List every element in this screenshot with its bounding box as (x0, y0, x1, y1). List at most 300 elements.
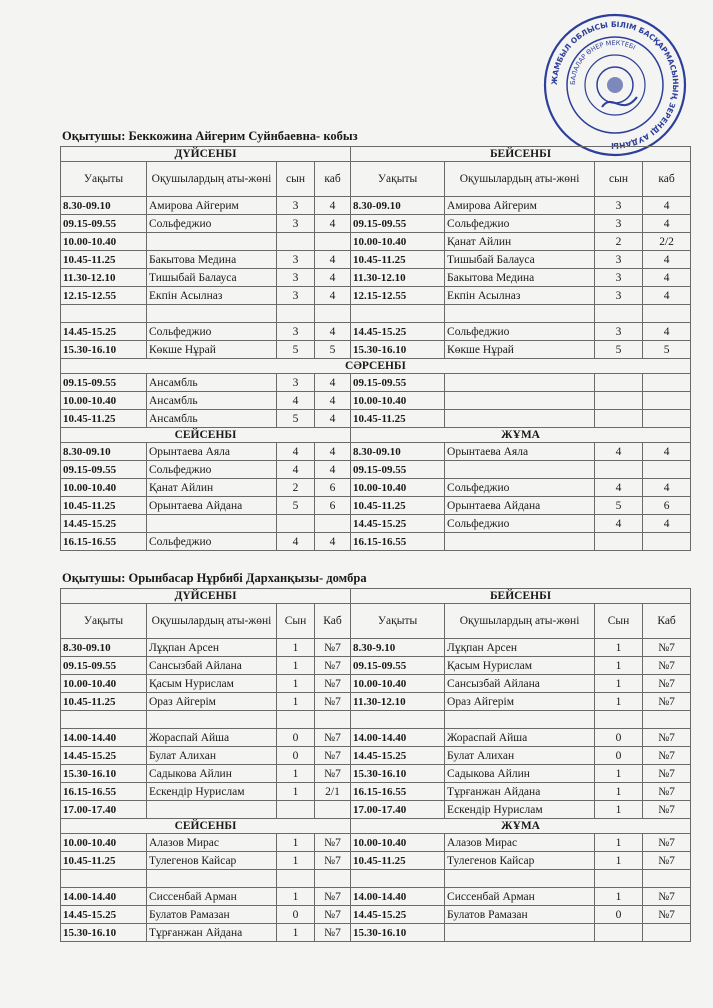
student-cell: Тишыбай Балауса (445, 251, 595, 269)
table-row (61, 729, 691, 747)
room-cell: №7 (643, 639, 691, 657)
day-label: ДҮЙСЕНБІ (61, 589, 351, 604)
table-row (61, 461, 691, 479)
time-cell: 11.30-12.10 (61, 269, 147, 287)
column-header-room: Каб (643, 604, 691, 639)
time-cell: 10.00-10.40 (61, 834, 147, 852)
table-row (61, 392, 691, 410)
time-cell: 16.15-16.55 (351, 783, 445, 801)
day-label: ДҮЙСЕНБІ (61, 147, 351, 162)
student-cell: Булат Алихан (445, 747, 595, 765)
room-cell: 4 (315, 197, 351, 215)
time-cell: 14.45-15.25 (351, 515, 445, 533)
room-cell: №7 (315, 639, 351, 657)
time-cell: 14.45-15.25 (61, 323, 147, 341)
schedule-table-2 (60, 588, 691, 942)
table-row (61, 657, 691, 675)
student-cell: Амирова Айгерим (445, 197, 595, 215)
class-cell: 1 (277, 852, 315, 870)
student-cell: Орынтаева Аяла (147, 443, 277, 461)
time-cell: 10.00-10.40 (61, 392, 147, 410)
class-cell (277, 870, 315, 888)
time-cell: 10.45-11.25 (351, 251, 445, 269)
room-cell: 4 (315, 269, 351, 287)
room-cell: 4 (315, 392, 351, 410)
student-cell: Тулегенов Кайсар (445, 852, 595, 870)
student-cell: Сольфеджио (147, 215, 277, 233)
column-header-time: Уақыты (351, 604, 445, 639)
class-cell: 3 (277, 323, 315, 341)
room-cell: №7 (643, 906, 691, 924)
class-cell: 2 (277, 479, 315, 497)
student-cell: Сольфеджио (147, 461, 277, 479)
room-cell (643, 924, 691, 942)
time-cell (61, 305, 147, 323)
class-cell: 3 (277, 287, 315, 305)
student-cell: Қанат Айлин (445, 233, 595, 251)
time-cell: 10.00-10.40 (351, 479, 445, 497)
table-row (61, 834, 691, 852)
time-cell: 14.00-14.40 (351, 729, 445, 747)
student-cell: Ораз Айгерім (147, 693, 277, 711)
column-header-row (61, 604, 691, 639)
class-cell: 3 (277, 215, 315, 233)
column-header-room: каб (643, 162, 691, 197)
time-cell: 09.15-09.55 (351, 374, 445, 392)
class-cell: 0 (595, 729, 643, 747)
student-cell: Көкше Нұрай (445, 341, 595, 359)
column-header-class: сын (595, 162, 643, 197)
table-row (61, 906, 691, 924)
student-cell (147, 801, 277, 819)
class-cell (277, 515, 315, 533)
time-cell (61, 870, 147, 888)
student-cell: Булатов Рамазан (445, 906, 595, 924)
class-cell: 3 (595, 215, 643, 233)
class-cell (277, 233, 315, 251)
time-cell (351, 305, 445, 323)
room-cell: 6 (315, 497, 351, 515)
student-cell (147, 870, 277, 888)
student-cell: Лұқпан Арсен (147, 639, 277, 657)
student-cell (445, 461, 595, 479)
class-cell (595, 533, 643, 551)
time-cell: 10.45-11.25 (351, 852, 445, 870)
class-cell: 1 (595, 834, 643, 852)
room-cell (315, 801, 351, 819)
time-cell: 14.45-15.25 (61, 747, 147, 765)
time-cell: 15.30-16.10 (61, 924, 147, 942)
time-cell (61, 711, 147, 729)
student-cell: Жораспай Айша (147, 729, 277, 747)
student-cell: Сансызбай Айлана (147, 657, 277, 675)
student-cell (445, 305, 595, 323)
table-row (61, 197, 691, 215)
day-label: СЕЙСЕНБІ (61, 428, 351, 443)
time-cell: 15.30-16.10 (351, 765, 445, 783)
room-cell: 4 (315, 251, 351, 269)
room-cell (315, 305, 351, 323)
day-label: СӘРСЕНБІ (61, 359, 691, 374)
column-header-name: Оқушылардың аты-жөні (445, 162, 595, 197)
student-cell: Қанат Айлин (147, 479, 277, 497)
class-cell (277, 801, 315, 819)
room-cell: 4 (315, 443, 351, 461)
student-cell: Ансамбль (147, 374, 277, 392)
time-cell (351, 711, 445, 729)
time-cell: 14.00-14.40 (61, 729, 147, 747)
class-cell: 3 (595, 251, 643, 269)
room-cell (643, 392, 691, 410)
class-cell: 1 (595, 657, 643, 675)
student-cell (147, 515, 277, 533)
day-header-row (61, 147, 691, 162)
student-cell: Бакытова Медина (147, 251, 277, 269)
room-cell: №7 (643, 783, 691, 801)
class-cell: 5 (595, 497, 643, 515)
table-row (61, 852, 691, 870)
student-cell: Қасым Нурислам (445, 657, 595, 675)
room-cell: №7 (315, 693, 351, 711)
room-cell (643, 374, 691, 392)
class-cell (595, 461, 643, 479)
room-cell: №7 (643, 675, 691, 693)
time-cell: 09.15-09.55 (351, 657, 445, 675)
room-cell (315, 711, 351, 729)
class-cell: 1 (595, 639, 643, 657)
table-row (61, 783, 691, 801)
student-cell: Булат Алихан (147, 747, 277, 765)
column-header-time: Уақыты (61, 604, 147, 639)
room-cell: 4 (643, 323, 691, 341)
time-cell: 14.45-15.25 (61, 515, 147, 533)
table-row (61, 747, 691, 765)
table-row (61, 639, 691, 657)
class-cell: 1 (595, 675, 643, 693)
room-cell: 4 (643, 287, 691, 305)
room-cell: 4 (315, 461, 351, 479)
room-cell: 6 (643, 497, 691, 515)
student-cell: Сольфеджио (147, 533, 277, 551)
table-row (61, 233, 691, 251)
class-cell: 0 (277, 729, 315, 747)
room-cell: №7 (643, 729, 691, 747)
table-row (61, 479, 691, 497)
class-cell: 4 (277, 461, 315, 479)
time-cell: 09.15-09.55 (61, 374, 147, 392)
class-cell: 1 (277, 888, 315, 906)
column-header-room: каб (315, 162, 351, 197)
table-row (61, 341, 691, 359)
student-cell: Тұрғанжан Айдана (147, 924, 277, 942)
time-cell: 09.15-09.55 (351, 215, 445, 233)
student-cell (147, 711, 277, 729)
time-cell: 16.15-16.55 (61, 783, 147, 801)
room-cell: №7 (315, 729, 351, 747)
time-cell: 10.45-11.25 (61, 410, 147, 428)
class-cell: 4 (595, 443, 643, 461)
class-cell: 4 (277, 392, 315, 410)
time-cell: 15.30-16.10 (351, 924, 445, 942)
room-cell: 4 (643, 515, 691, 533)
table-row (61, 305, 691, 323)
time-cell: 10.00-10.40 (61, 479, 147, 497)
class-cell: 3 (595, 287, 643, 305)
class-cell: 1 (277, 675, 315, 693)
time-cell: 10.45-11.25 (351, 497, 445, 515)
table-row (61, 711, 691, 729)
table-row (61, 888, 691, 906)
time-cell: 15.30-16.10 (61, 765, 147, 783)
student-cell: Ораз Айгерім (445, 693, 595, 711)
student-cell (445, 533, 595, 551)
class-cell: 0 (595, 747, 643, 765)
student-cell: Садыкова Айлин (147, 765, 277, 783)
time-cell: 8.30-9.10 (351, 639, 445, 657)
time-cell: 14.45-15.25 (351, 906, 445, 924)
room-cell: №7 (315, 765, 351, 783)
class-cell: 0 (277, 747, 315, 765)
table-row (61, 693, 691, 711)
room-cell: №7 (315, 888, 351, 906)
class-cell (595, 924, 643, 942)
student-cell: Бакытова Медина (445, 269, 595, 287)
student-cell (445, 392, 595, 410)
student-cell: Тұрғанжан Айдана (445, 783, 595, 801)
student-cell (445, 924, 595, 942)
time-cell: 15.30-16.10 (61, 341, 147, 359)
time-cell: 8.30-09.10 (351, 443, 445, 461)
student-cell: Сольфеджио (445, 515, 595, 533)
time-cell: 10.45-11.25 (61, 693, 147, 711)
teacher-2-title: Оқытушы: Орынбасар Нұрбибі Дарханқызы- домбра (62, 571, 367, 585)
time-cell: 14.00-14.40 (61, 888, 147, 906)
class-cell: 1 (595, 783, 643, 801)
column-header-class: Сын (277, 604, 315, 639)
time-cell: 14.45-15.25 (351, 323, 445, 341)
class-cell: 1 (277, 783, 315, 801)
table-row (61, 410, 691, 428)
svg-text:БАЛАЛАР ӨНЕР МЕКТЕБІ: БАЛАЛАР ӨНЕР МЕКТЕБІ (568, 38, 637, 86)
class-cell: 1 (595, 888, 643, 906)
time-cell: 09.15-09.55 (61, 657, 147, 675)
room-cell: 2/2 (643, 233, 691, 251)
student-cell: Садыкова Айлин (445, 765, 595, 783)
class-cell: 1 (595, 852, 643, 870)
time-cell: 10.00-10.40 (351, 834, 445, 852)
time-cell: 12.15-12.55 (351, 287, 445, 305)
room-cell: №7 (643, 693, 691, 711)
room-cell: 4 (643, 197, 691, 215)
time-cell: 10.00-10.40 (61, 233, 147, 251)
room-cell (643, 305, 691, 323)
table-row (61, 533, 691, 551)
room-cell: №7 (315, 834, 351, 852)
student-cell: Амирова Айгерим (147, 197, 277, 215)
day-header-row (61, 359, 691, 374)
room-cell: 4 (643, 251, 691, 269)
time-cell: 14.45-15.25 (351, 747, 445, 765)
student-cell: Алазов Мирас (147, 834, 277, 852)
time-cell: 17.00-17.40 (351, 801, 445, 819)
class-cell (595, 410, 643, 428)
day-label: ЖҰМА (351, 428, 691, 443)
class-cell: 1 (277, 639, 315, 657)
column-header-time: Уақыты (61, 162, 147, 197)
class-cell: 3 (595, 323, 643, 341)
student-cell: Ансамбль (147, 410, 277, 428)
time-cell: 16.15-16.55 (351, 533, 445, 551)
time-cell: 09.15-09.55 (351, 461, 445, 479)
student-cell: Орынтаева Аяла (445, 443, 595, 461)
room-cell: №7 (315, 852, 351, 870)
room-cell: 5 (643, 341, 691, 359)
time-cell: 8.30-09.10 (61, 443, 147, 461)
class-cell: 4 (277, 533, 315, 551)
time-cell: 17.00-17.40 (61, 801, 147, 819)
class-cell: 1 (277, 765, 315, 783)
time-cell: 10.45-11.25 (61, 497, 147, 515)
time-cell: 12.15-12.55 (61, 287, 147, 305)
room-cell: 2/1 (315, 783, 351, 801)
room-cell: 5 (315, 341, 351, 359)
table-row (61, 443, 691, 461)
teacher-1-title: Оқытушы: Беккожина Айгерим Суйнбаевна- кобыз (62, 129, 358, 143)
table-row (61, 801, 691, 819)
time-cell: 15.30-16.10 (351, 341, 445, 359)
room-cell: №7 (643, 834, 691, 852)
time-cell: 8.30-09.10 (61, 197, 147, 215)
student-cell: Сольфеджио (445, 323, 595, 341)
table-row (61, 251, 691, 269)
class-cell (595, 711, 643, 729)
time-cell: 11.30-12.10 (351, 269, 445, 287)
student-cell: Булатов Рамазан (147, 906, 277, 924)
room-cell: 4 (643, 443, 691, 461)
room-cell: 4 (315, 374, 351, 392)
class-cell: 4 (595, 515, 643, 533)
room-cell (315, 233, 351, 251)
room-cell: 4 (315, 287, 351, 305)
class-cell: 5 (277, 410, 315, 428)
class-cell (595, 392, 643, 410)
room-cell (643, 533, 691, 551)
time-cell: 10.45-11.25 (351, 410, 445, 428)
class-cell: 3 (277, 251, 315, 269)
student-cell: Тишыбай Балауса (147, 269, 277, 287)
room-cell: 4 (643, 215, 691, 233)
student-cell: Сольфеджио (147, 323, 277, 341)
official-seal-stamp (542, 12, 688, 158)
class-cell: 5 (277, 341, 315, 359)
room-cell: №7 (643, 747, 691, 765)
table-row (61, 287, 691, 305)
class-cell (595, 305, 643, 323)
time-cell: 14.45-15.25 (61, 906, 147, 924)
class-cell: 1 (595, 801, 643, 819)
room-cell (643, 870, 691, 888)
column-header-row (61, 162, 691, 197)
day-header-row (61, 819, 691, 834)
class-cell: 5 (595, 341, 643, 359)
column-header-room: Каб (315, 604, 351, 639)
room-cell: 6 (315, 479, 351, 497)
time-cell: 10.45-11.25 (61, 251, 147, 269)
student-cell: Сольфеджио (445, 215, 595, 233)
column-header-time: Уақыты (351, 162, 445, 197)
room-cell: №7 (315, 747, 351, 765)
time-cell: 14.00-14.40 (351, 888, 445, 906)
time-cell: 11.30-12.10 (351, 693, 445, 711)
column-header-name: Оқушылардың аты-жөні (147, 604, 277, 639)
day-label: ЖҰМА (351, 819, 691, 834)
time-cell (351, 870, 445, 888)
room-cell: 4 (643, 479, 691, 497)
class-cell: 1 (277, 924, 315, 942)
student-cell (147, 305, 277, 323)
student-cell: Екпін Асылназ (445, 287, 595, 305)
student-cell (445, 870, 595, 888)
student-cell: Сиссенбай Арман (445, 888, 595, 906)
room-cell: №7 (643, 765, 691, 783)
student-cell: Ансамбль (147, 392, 277, 410)
class-cell: 3 (277, 269, 315, 287)
table-row (61, 515, 691, 533)
time-cell: 09.15-09.55 (61, 215, 147, 233)
class-cell: 4 (277, 443, 315, 461)
table-row (61, 675, 691, 693)
class-cell: 1 (277, 693, 315, 711)
room-cell: №7 (643, 888, 691, 906)
student-cell: Лұқпан Арсен (445, 639, 595, 657)
table-row (61, 323, 691, 341)
class-cell: 0 (277, 906, 315, 924)
time-cell: 10.00-10.40 (351, 675, 445, 693)
room-cell: №7 (643, 801, 691, 819)
time-cell: 8.30-09.10 (61, 639, 147, 657)
class-cell: 5 (277, 497, 315, 515)
room-cell: №7 (315, 675, 351, 693)
table-row (61, 497, 691, 515)
student-cell: Жораспай Айша (445, 729, 595, 747)
student-cell (445, 410, 595, 428)
class-cell: 2 (595, 233, 643, 251)
student-cell: Орынтаева Айдана (445, 497, 595, 515)
class-cell: 0 (595, 906, 643, 924)
student-cell (147, 233, 277, 251)
student-cell: Сансызбай Айлана (445, 675, 595, 693)
room-cell (643, 461, 691, 479)
table-row (61, 870, 691, 888)
student-cell: Сиссенбай Арман (147, 888, 277, 906)
day-header-row (61, 589, 691, 604)
time-cell: 10.45-11.25 (61, 852, 147, 870)
room-cell: №7 (315, 906, 351, 924)
class-cell: 3 (277, 374, 315, 392)
room-cell: 4 (315, 533, 351, 551)
day-label: БЕЙСЕНБІ (351, 147, 691, 162)
table-row (61, 374, 691, 392)
class-cell (277, 305, 315, 323)
schedule-table-1 (60, 146, 691, 551)
time-cell: 10.00-10.40 (351, 233, 445, 251)
student-cell (445, 711, 595, 729)
table-row (61, 215, 691, 233)
class-cell (277, 711, 315, 729)
student-cell: Ескендір Нурислам (445, 801, 595, 819)
student-cell: Екпін Асылназ (147, 287, 277, 305)
svg-text:ЖАМБЫЛ ОБЛЫСЫ БІЛІМ БАСҚАРМАСЫ: ЖАМБЫЛ ОБЛЫСЫ БІЛІМ БАСҚАРМАСЫНЫҢ ЗЕРЕНДІ АУДАНЫ (549, 19, 681, 151)
